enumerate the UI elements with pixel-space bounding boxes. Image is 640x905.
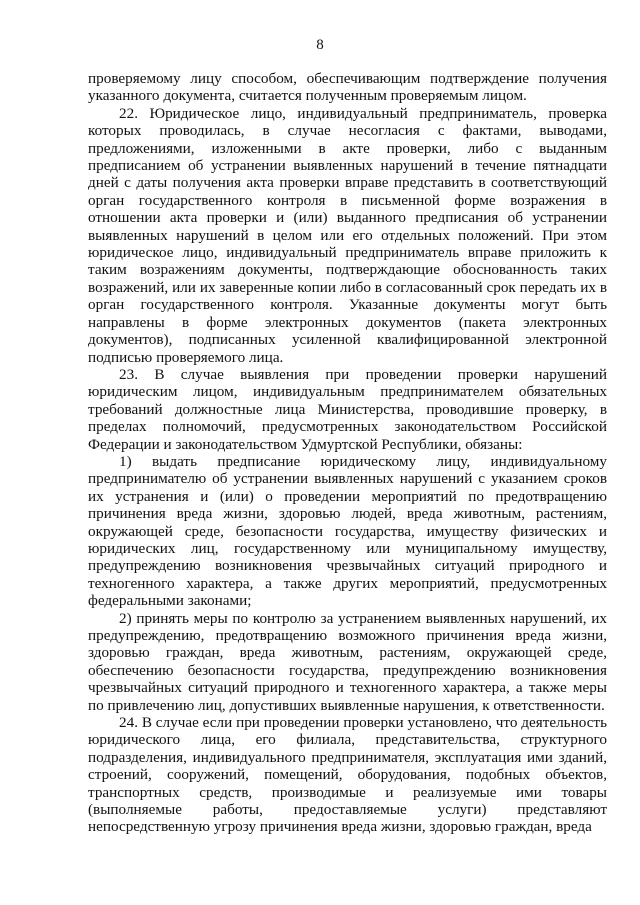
paragraph-23-violations: 23. В случае выявления при проведении проверки нарушений юридическим лицом, индивидуальным предпринимателем обязательных требований должностные лица Министерства, проводившие проверку, в пределах полномочий, предусмотренных законодательством Российской Федерации и законодательством Удмуртской Республики, обязаны: [88, 365, 607, 453]
paragraph-24-threat: 24. В случае если при проведении проверки установлено, что деятельность юридического лица, его филиала, представительства, структурного подразделения, индивидуального предпринимателя, эксплуатация ими зданий, строений, сооружений, помещений, оборудования, подобных объектов, транспортных средств, производимые и реализуемые ими товары (выполняемые работы, предоставляемые услуги) представляют непосредственную угрозу причинения вреда жизни, здоровью граждан, вреда [88, 714, 607, 836]
page-number: 8 [316, 37, 324, 53]
list-item-1-prescription: 1) выдать предписание юридическому лицу, индивидуальному предпринимателю об устранении выявленных нарушений с указанием сроков их устранения и (или) о проведении мероприятий по предотвращению причинения вреда жизни, здоровью людей, вреда животным, растениям, окружающей среде, безопасности государства, имуществу физических и юридических лиц, государственному или муниципальному имуществу, предупреждению возникновения чрезвычайных ситуаций природного и техногенного характера, а также других мероприятий, предусмотренных федеральными законами; [88, 452, 607, 610]
list-item-2-measures: 2) принять меры по контролю за устранением выявленных нарушений, их предупреждению, предотвращению возможного причинения вреда жизни, здоровью граждан, вреда животным, растениям, окружающей среде, обеспечению безопасности государства, предупреждению возникновения чрезвычайных ситуаций природного и техногенного характера, а также меры по привлечению лиц, допустивших выявленные нарушения, к ответственности. [88, 609, 607, 714]
paragraph-continuation: проверяемому лицу способом, обеспечивающим подтверждение получения указанного документа, считается полученным проверяемым лицом. [88, 70, 607, 105]
paragraph-22-objections: 22. Юридическое лицо, индивидуальный предприниматель, проверка которых проводилась, в случае несогласия с фактами, выводами, предложениями, изложенными в акте проверки, либо с выданным предписанием об устранении выявленных нарушений в течение пятнадцати дней с даты получения акта проверки вправе представить в соответствующий орган государственного контроля в письменной форме возражения в отношении акта проверки и (или) выданного предписания об устранении выявленных нарушений в целом или его отдельных положений. При этом юридическое лицо, индивидуальный предприниматель вправе приложить к таким возражениям документы, подтверждающие обоснованность таких возражений, или их заверенные копии либо в согласованный срок передать их в орган государственного контроля. Указанные документы могут быть направлены в форме электронных документов (пакета электронных документов), подписанных усиленной квалифицированной электронной подписью проверяемого лица. [88, 104, 607, 366]
document-body [88, 70, 607, 836]
